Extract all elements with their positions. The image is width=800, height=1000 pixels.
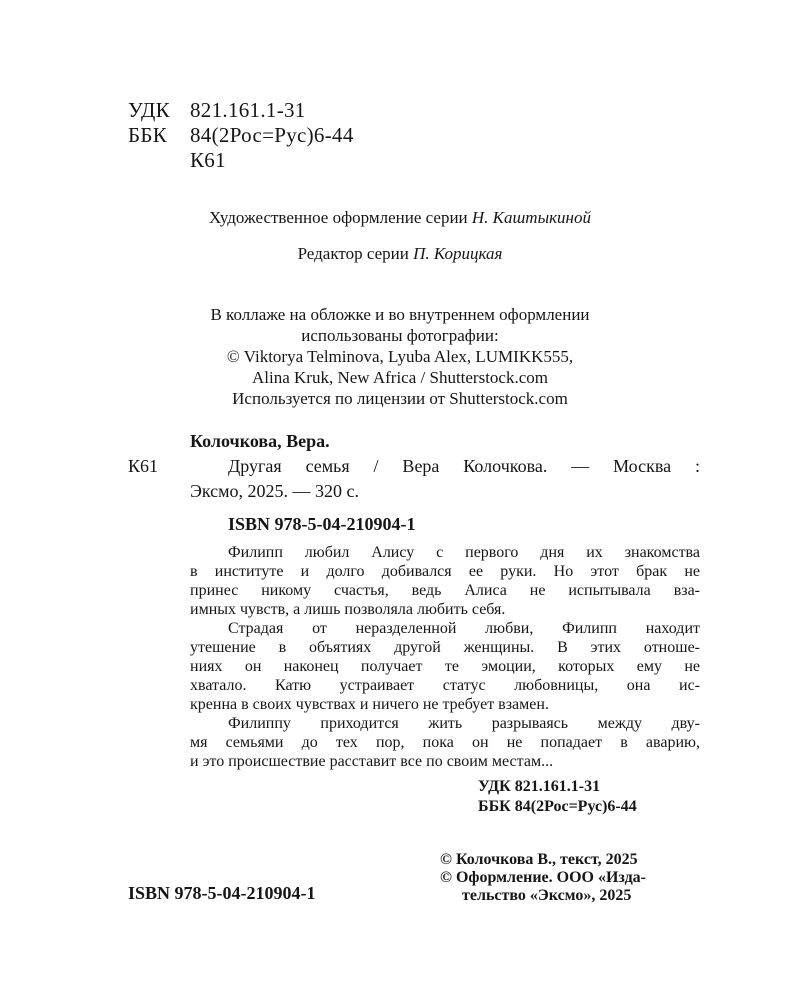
annotation-line: и это происшествие расставит все по своим местам... [190,753,554,770]
title-line: Другая семья / Вера Колочкова. — Москва : [228,456,700,476]
photo-credit-line-1: В коллаже на обложке и во внутреннем оформлении [210,305,590,324]
photo-credit-line-2: использованы фотографии: [301,326,499,345]
bbk-bottom: ББК 84(2Рос=Рус)6-44 [478,798,637,815]
annotation-line: кренна в своих чувствах и ничего не требует взамен. [190,696,549,713]
annotation-line: хватало. Катю устраивает статус любовницы, она ис- [190,677,700,694]
bbk-label: ББК [128,123,168,147]
bbk-value: 84(2Рос=Рус)6-44 [190,123,354,147]
udk-bottom: УДК 821.161.1-31 [478,778,601,795]
annotation-line: ниях он наконец получает те эмоции, которых ему не [190,658,700,675]
editor-credit [0,243,800,265]
editor-credit-name: П. Корицкая [413,244,503,263]
annotation-line: Страдая от неразделенной любви, Филипп находит [228,620,700,637]
author-mark-top: К61 [190,148,226,172]
copyright-design-cont: тельство «Эксмо», 2025 [462,887,632,904]
photo-credit-line-3: © Viktorya Telminova, Lyuba Alex, LUMIKK555, [226,347,574,366]
editor-credit-label: Редактор серии [297,244,409,263]
annotation [190,543,700,771]
photo-credit-line-5: Используется по лицензии от Shutterstock.com [232,389,568,408]
isbn-footer: ISBN 978-5-04-210904-1 [128,883,316,903]
annotation-line: Филиппу приходится жить разрываясь между дву- [228,715,700,732]
design-credit-label: Художественное оформление серии [209,208,468,227]
design-credit [0,207,800,229]
author-heading: Колочкова, Вера. [190,431,330,451]
isbn-record: ISBN 978-5-04-210904-1 [228,514,416,534]
photo-credit-line-4: Alina Kruk, New Africa / Shutterstock.com [251,368,548,387]
publisher-line: Эксмо, 2025. — 320 с. [190,481,360,501]
copyright-text: © Колочкова В., текст, 2025 [440,851,638,868]
annotation-line: в институте и долго добивался ее руки. Но этот брак не [190,563,700,580]
annotation-line: мя семьями до тех пор, пока он не попадает в аварию, [190,734,700,751]
author-mark: К61 [128,456,159,476]
annotation-line: Филипп любил Алису с первого дня их знакомства [228,544,700,561]
copyright-design: © Оформление. ООО «Изда- [440,869,646,886]
annotation-line: принес никому счастья, ведь Алиса не испытывала вза- [190,582,700,599]
annotation-line: утешение в объятиях другой женщины. В этих отноше- [190,639,700,656]
annotation-line: имных чувств, а лишь позволяла любить себя. [190,601,506,618]
udk-value: 821.161.1-31 [190,98,306,122]
udk-label: УДК [128,98,170,122]
design-credit-name: Н. Каштыкиной [471,208,591,227]
